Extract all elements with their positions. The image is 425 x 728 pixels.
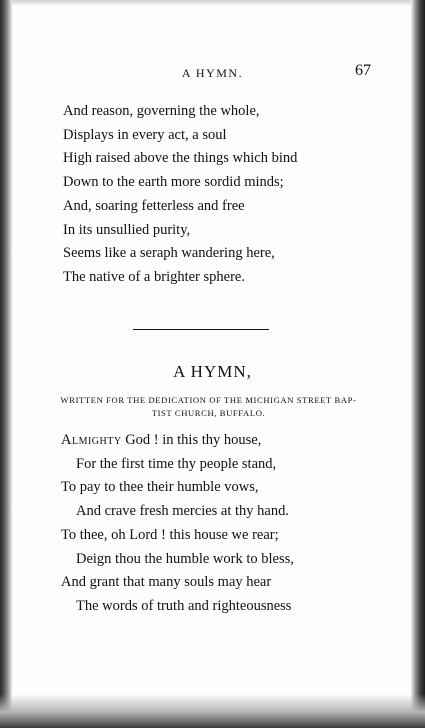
scan-edge-top <box>0 0 425 6</box>
verse-line: And crave fresh mercies at thy hand. <box>76 503 289 520</box>
stanza-continued <box>0 100 425 290</box>
verse-line <box>0 429 425 453</box>
scan-edge-bottom <box>0 694 425 728</box>
poem-title: A HYMN, <box>173 362 252 381</box>
hymn-stanza <box>0 429 425 619</box>
verse-line: And, soaring fetterless and free <box>63 197 245 214</box>
page-number: 67 <box>355 62 371 79</box>
verse-line: For the first time thy people stand, <box>76 455 277 472</box>
verse-line: The native of a brighter sphere. <box>63 268 245 285</box>
verse-line: Down to the earth more sordid minds; <box>63 174 284 191</box>
opening-word: Almighty <box>61 432 122 448</box>
verse-line: And reason, governing the whole, <box>63 103 260 119</box>
verse-line: In its unsullied purity, <box>63 221 191 238</box>
verse-line: Seems like a seraph wandering here, <box>63 245 275 262</box>
verse-line: High raised above the things which bind <box>63 150 298 167</box>
verse-line: Deign thou the humble work to bless, <box>76 550 294 567</box>
verse-line: To pay to thee their humble vows, <box>61 479 259 496</box>
verse-line: The words of truth and righteousness <box>76 597 292 614</box>
running-header: A HYMN. <box>181 66 244 80</box>
section-divider-rule <box>133 329 269 330</box>
verse-line: And grant that many souls may hear <box>61 574 272 591</box>
subtitle-line: TIST CHURCH, BUFFALO. <box>151 408 266 418</box>
poem-subtitle <box>36 394 381 420</box>
verse-line: Displays in every act, a soul <box>63 126 227 143</box>
opening-line-text: God ! in this thy house, <box>121 432 262 448</box>
verse-line: To thee, oh Lord ! this house we rear; <box>61 526 279 543</box>
subtitle-line: WRITTEN FOR THE DEDICATION OF THE MICHIGAN STREET BAP- <box>60 395 357 405</box>
